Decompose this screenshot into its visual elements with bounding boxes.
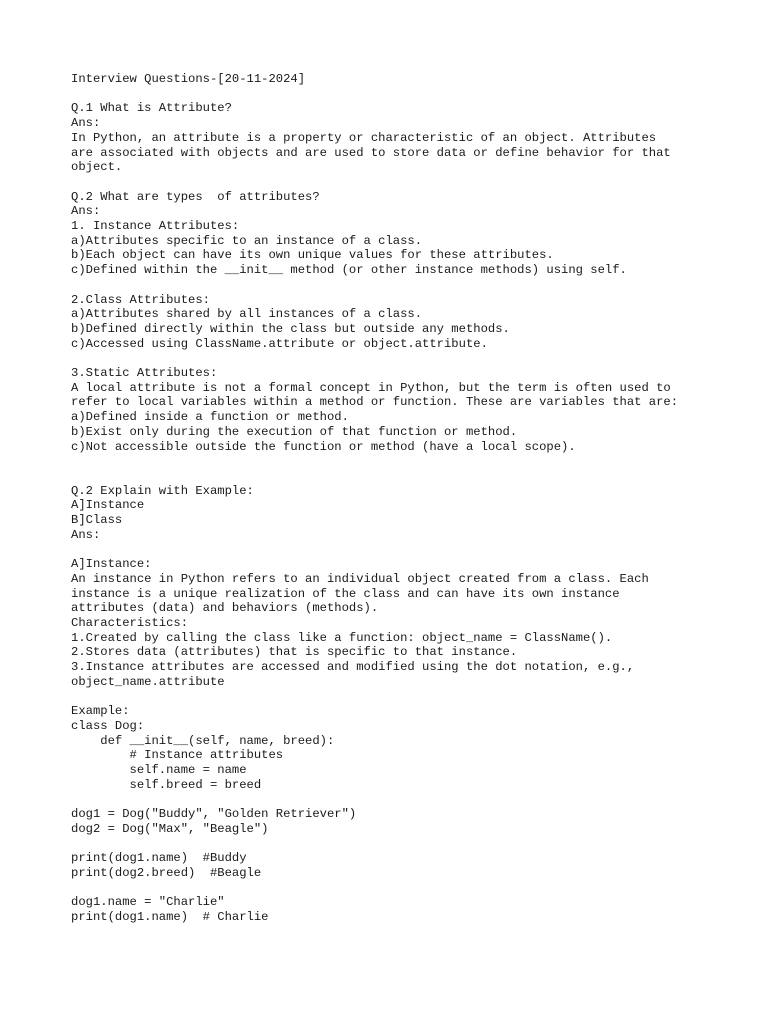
text-line: attributes (data) and behaviors (methods).: [71, 601, 379, 616]
blank-line: [71, 542, 751, 557]
section-heading: A]Instance:: [71, 557, 152, 572]
text-line: refer to local variables within a method or function. These are variables that are:: [71, 395, 679, 410]
code-line: dog2 = Dog("Max", "Beagle"): [71, 821, 269, 836]
text-line: An instance in Python refers to an individual object created from a class. Each: [71, 571, 649, 586]
list-item: a)Attributes specific to an instance of a class.: [71, 233, 423, 248]
section-heading: Characteristics:: [71, 615, 189, 630]
section-heading: 3.Static Attributes:: [71, 366, 218, 380]
text-line: A local attribute is not a formal concept in Python, but the term is often used to: [71, 380, 671, 395]
blank-line: [71, 469, 751, 484]
answer-label: Ans:: [71, 116, 101, 131]
question-heading: Q.2 Explain with Example:: [71, 483, 254, 498]
code-line: self.name = name: [71, 762, 247, 777]
section-heading: 1. Instance Attributes:: [71, 219, 240, 233]
list-item: b)Defined directly within the class but outside any methods.: [71, 321, 510, 336]
list-item: c)Not accessible outside the function or method (have a local scope).: [71, 439, 576, 454]
blank-line: [71, 836, 751, 851]
text-line: In Python, an attribute is a property or characteristic of an object. Attributes: [71, 130, 657, 145]
list-item: c)Defined within the __init__ method (or other instance methods) using self.: [71, 263, 627, 278]
blank-line: [71, 87, 751, 102]
code-line: dog1 = Dog("Buddy", "Golden Retriever"): [71, 807, 357, 822]
blank-line: [71, 278, 751, 293]
document-page: [71, 72, 751, 925]
text-line: object_name.attribute: [71, 674, 225, 689]
section-heading: 2.Class Attributes:: [71, 292, 210, 307]
blank-line: [71, 454, 751, 469]
list-item: 2.Stores data (attributes) that is specific to that instance.: [71, 645, 518, 660]
list-item: b)Each object can have its own unique values for these attributes.: [71, 248, 554, 263]
code-comment: # Instance attributes: [71, 748, 284, 763]
list-item: b)Exist only during the execution of that function or method.: [71, 424, 518, 439]
list-item: A]Instance: [71, 498, 145, 513]
answer-label: Ans:: [71, 204, 101, 219]
text-line: instance is a unique realization of the class and can have its own instance: [71, 586, 620, 601]
code-line: print(dog2.breed) #Beagle: [71, 865, 262, 880]
list-item: 3.Instance attributes are accessed and modified using the dot notation, e.g.,: [71, 660, 635, 675]
list-item: a)Attributes shared by all instances of a class.: [71, 307, 423, 322]
code-line: def __init__(self, name, breed):: [71, 733, 335, 748]
question-heading: Q.2 What are types of attributes?: [71, 189, 320, 204]
code-line: print(dog1.name) # Charlie: [71, 909, 269, 924]
blank-line: [71, 175, 751, 190]
question-heading: Q.1 What is Attribute?: [71, 101, 232, 116]
text-line: object.: [71, 160, 123, 175]
list-item: 1.Created by calling the class like a function: object_name = ClassName().: [71, 630, 613, 645]
answer-label: Ans:: [71, 527, 101, 542]
code-line: class Dog:: [71, 718, 145, 733]
blank-line: [71, 792, 751, 807]
list-item: B]Class: [71, 513, 123, 527]
document-title: Interview Questions-[20-11-2024]: [71, 72, 306, 86]
section-heading: Example:: [71, 704, 130, 719]
code-line: self.breed = breed: [71, 777, 262, 792]
code-line: print(dog1.name) #Buddy: [71, 851, 247, 866]
blank-line: [71, 351, 751, 366]
blank-line: [71, 689, 751, 704]
list-item: a)Defined inside a function or method.: [71, 410, 349, 425]
text-line: are associated with objects and are used to store data or define behavior for that: [71, 145, 671, 160]
blank-line: [71, 881, 751, 896]
code-line: dog1.name = "Charlie": [71, 895, 225, 910]
list-item: c)Accessed using ClassName.attribute or object.attribute.: [71, 336, 488, 351]
